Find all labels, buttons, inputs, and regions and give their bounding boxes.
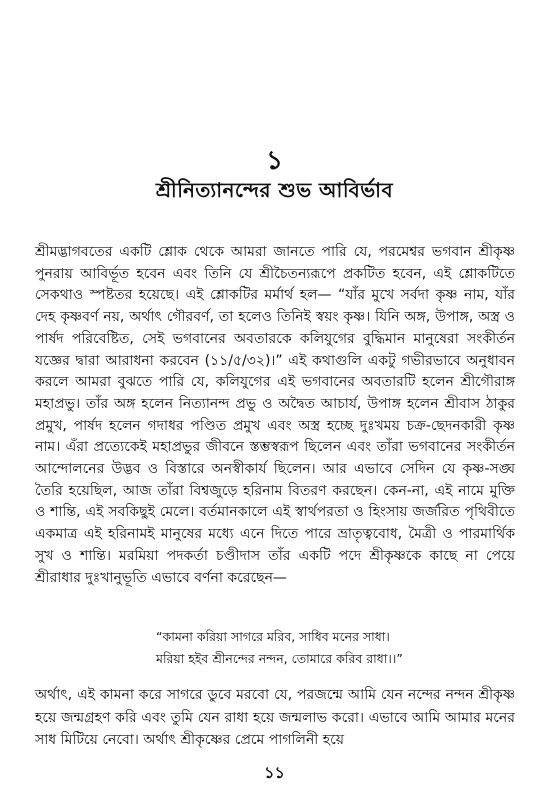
chapter-title: শ্রীনিত্যানন্দের শুভ আবির্ভাব bbox=[155, 178, 394, 202]
body-text bbox=[35, 242, 515, 589]
paragraph-main: শ্রীমদ্ভাগবতের একটি শ্লোক থেকে আমরা জানতে পারি যে, পরমেশ্বর ভগবান শ্রীকৃষ্ণ পুনরায় আবির্ভূত হবেন এবং তিনি যে শ্রীচৈতন্যরূপে প্রকটিত হবেন, এই শ্লোকটিতে সেকথাও স্পষ্টতর হয়েছে। এই শ্লোকটির মর্মার্থ হল— “যাঁর মুখে সর্বদা কৃষ্ণ নাম, যাঁর দেহ কৃষ্ণবর্ণ নয়, অর্থাৎ গৌরবর্ণ, তা হলেও তিনিই স্বয়ং কৃষ্ণ। যিনি অঙ্গ, উপাঙ্গ, অস্ত্র ও পার্ষদ পরিবেষ্টিত, সেই ভগবানের অবতারকে কলিযুগের বুদ্ধিমান মানুষেরা সংকীর্তন যজ্ঞের দ্বারা আরাধনা করবেন (১১/৫/৩২)।” এই কথাগুলি একটু গভীরভাবে অনুধাবন করলে আমরা বুঝতে পারি যে, কলিযুগের এই ভগবানের অবতারটি হলেন শ্রীগৌরাঙ্গ মহাপ্রভু। তাঁর অঙ্গ হলেন নিত্যানন্দ প্রভু ও অদ্বৈত আচার্য, উপাঙ্গ হলেন শ্রীবাস ঠাকুর প্রমুখ, পার্ষদ হলেন গদাধর পণ্ডিত প্রমুখ এবং অস্ত্র হচ্ছে দুঃখময় চক্র-ছেদনকারী কৃষ্ণ নাম। এঁরা প্রত্যেকেই মহাপ্রভুর জীবনে স্তম্ভস্বরূপ ছিলেন এবং তাঁরা ভগবানের সংকীর্তন আন্দোলনের উদ্ভব ও বিস্তারে অনস্বীকার্য ছিলেন। আর এভাবে সেদিন যে কৃষ্ণ-সঙ্ঘ তৈরি হয়েছিল, আজ তাঁরা বিশ্বজুড়ে হরিনাম বিতরণ করছেন। কেন-না, এই নামে মুক্তি ও শান্তি, এই সবকিছুই মেলে। বর্তমানকালে এই স্বার্থপরতা ও হিংসায় জর্জরিত পৃথিবীতে একমাত্র এই হরিনামই মানুষের মধ্যে এনে দিতে পারে ভ্রাতৃত্ববোধ, মৈত্রী ও পারমার্থিক সুখ ও শান্তি। মরমিয়া পদকর্তা চণ্ডীদাস তাঁর একটি পদে শ্রীকৃষ্ণকে কাছে না পেয়ে শ্রীরাধার দুঃখানুভূতি এভাবে বর্ণনা করেছেন— bbox=[35, 244, 515, 586]
paragraph-after: অর্থাৎ, এই কামনা করে সাগরে ডুবে মরবো যে, পরজন্মে আমি যেন নন্দের নন্দন শ্রীকৃষ্ণ হয়ে জন্মগ্রহণ করি এবং তুমি যেন রাধা হয়ে জন্মলাভ করো। এভাবে আমি আমার মনের সাধ মিটিয়ে নেবো। অর্থাৎ শ্রীকৃষ্ণের প্রেমে পাগলিনী হয়ে bbox=[35, 687, 515, 748]
verse-line-2: মরিয়া হইব শ্রীনন্দের নন্দন, তোমারে করিব রাধা।।” bbox=[156, 651, 403, 666]
after-quote-text bbox=[35, 684, 515, 752]
verse-quote bbox=[156, 626, 486, 670]
page-number: ১১ bbox=[264, 763, 285, 782]
chapter-number: ১ bbox=[266, 146, 283, 176]
verse-line-1: “কামনা করিয়া সাগরে মরিব, সাধিব মনের সাধা। bbox=[156, 629, 390, 644]
